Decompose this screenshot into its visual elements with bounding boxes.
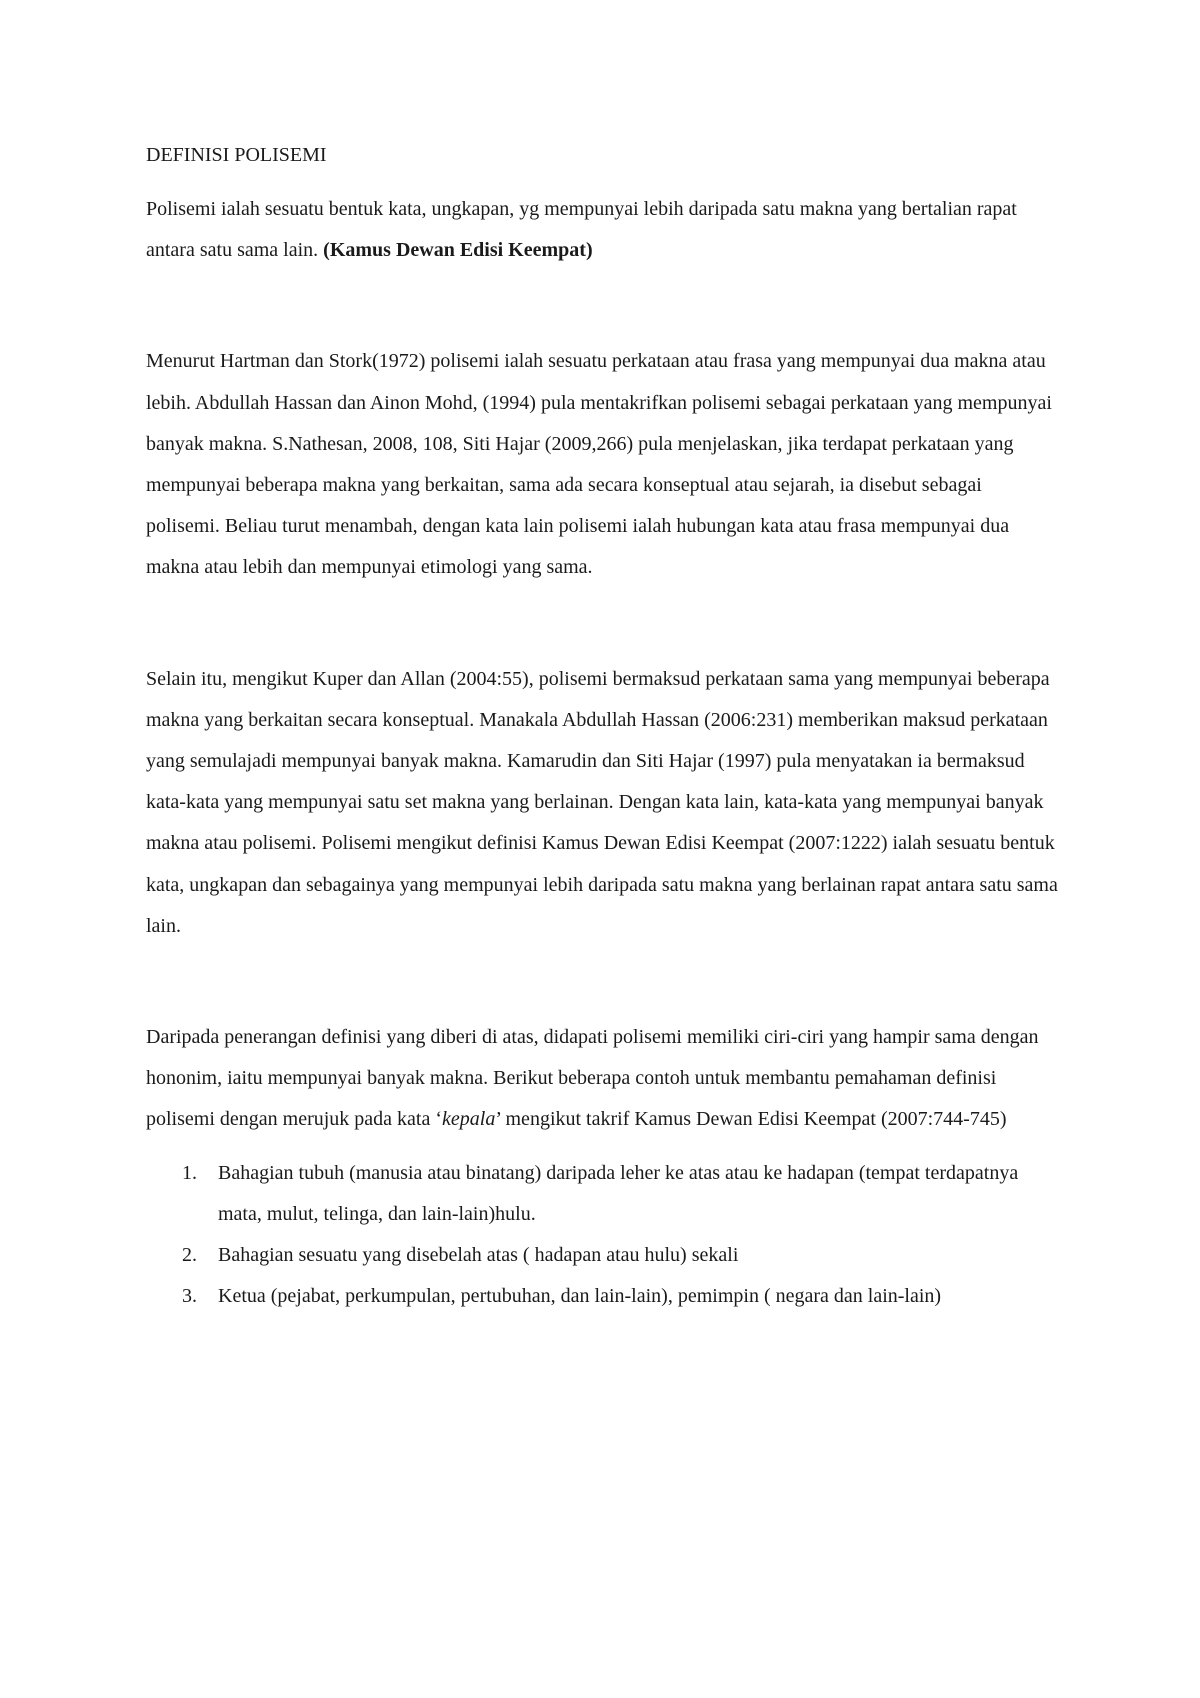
list-item-text: Bahagian tubuh (manusia atau binatang) daripada leher ke atas atau ke hadapan (tempat terdapatnya mata, mulut, telinga, dan lain-lain)hulu. <box>218 1161 1019 1225</box>
list-item-number: 3. <box>182 1285 197 1308</box>
list-item <box>146 1153 1060 1235</box>
paragraph-conclusion-text: Daripada penerangan definisi yang diberi di atas, didapati polisemi memiliki ciri-ciri yang hampir sama dengan hononim, iaitu mempunyai banyak makna. Berikut beberapa contoh untuk membantu pemahaman definisi polisemi dengan merujuk pada kata ‘ <box>146 1026 1039 1131</box>
list-item <box>146 1235 1060 1276</box>
paragraph-definition-text: Polisemi ialah sesuatu bentuk kata, ungkapan, yg mempunyai lebih daripada satu makna yang bertalian rapat antara satu sama lain. <box>146 198 1017 262</box>
list-item-text: Bahagian sesuatu yang disebelah atas ( hadapan atau hulu) sekali <box>218 1244 739 1267</box>
paragraph-hartman-stork: Menurut Hartman dan Stork(1972) polisemi ialah sesuatu perkataan atau frasa yang mempunyai dua makna atau lebih. Abdullah Hassan dan Ainon Mohd, (1994) pula mentakrifkan polisemi sebagai perkataan yang mempunyai banyak makna. S.Nathesan, 2008, 108, Siti Hajar (2009,266) pula menjelaskan, jika terdapat perkataan yang mempunyai beberapa makna yang berkaitan, sama ada secara konseptual atau sejarah, ia disebut sebagai polisemi. Beliau turut menambah, dengan kata lain polisemi ialah hubungan kata atau frasa mempunyai dua makna atau lebih dan mempunyai etimologi yang sama. <box>146 350 1052 579</box>
paragraph-definition <box>146 189 1060 271</box>
paragraph-conclusion-tail: ’ mengikut takrif Kamus Dewan Edisi Keempat (2007:744-745) <box>495 1108 1007 1131</box>
list-item-number: 1. <box>182 1161 197 1184</box>
list-item-number: 2. <box>182 1244 197 1267</box>
paragraph-kuper-allan: Selain itu, mengikut Kuper dan Allan (2004:55), polisemi bermaksud perkataan sama yang mempunyai beberapa makna yang berkaitan secara konseptual. Manakala Abdullah Hassan (2006:231) memberikan maksud perkataan yang semulajadi mempunyai banyak makna. Kamarudin dan Siti Hajar (1997) pula menyatakan ia bermaksud kata-kata yang mempunyai satu set makna yang berlainan. Dengan kata lain, kata-kata yang mempunyai banyak makna atau polisemi. Polisemi mengikut definisi Kamus Dewan Edisi Keempat (2007:1222) ialah sesuatu bentuk kata, ungkapan dan sebagainya yang mempunyai lebih daripada satu makna yang berlainan rapat antara satu sama lain. <box>146 667 1058 937</box>
list-item <box>146 1276 1060 1317</box>
paragraph-conclusion <box>146 1017 1060 1141</box>
list-item-text: Ketua (pejabat, perkumpulan, pertubuhan, dan lain-lain), pemimpin ( negara dan lain-lain) <box>218 1285 942 1308</box>
paragraph-definition-source: (Kamus Dewan Edisi Keempat) <box>323 239 593 262</box>
document-title: DEFINISI POLISEMI <box>146 144 327 166</box>
meaning-list <box>146 1153 1060 1318</box>
paragraph-conclusion-keyword: kepala <box>442 1108 496 1131</box>
